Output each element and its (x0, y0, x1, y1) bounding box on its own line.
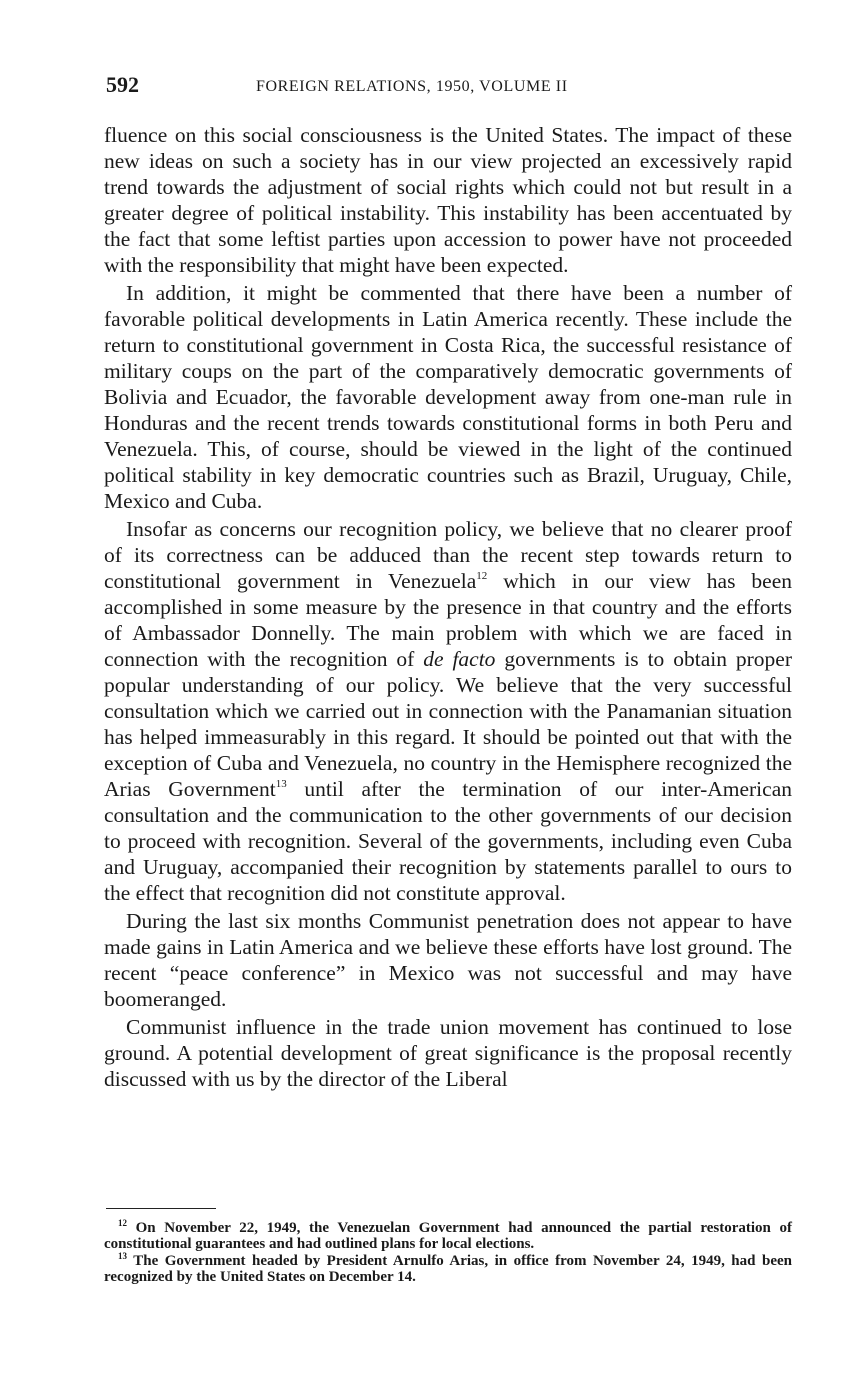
footnote-ref-12: 12 (476, 570, 488, 582)
running-head: FOREIGN RELATIONS, 1950, VOLUME II (256, 78, 568, 95)
paragraph-5: Communist influence in the trade union movement has continued to lose ground. A potential development of great significance is the proposal recently discussed with us by the director of the Liberal (104, 1015, 792, 1091)
footnote-divider (106, 1208, 216, 1209)
page-header (106, 72, 796, 102)
body-text (104, 122, 792, 1092)
paragraph-1: fluence on this social consciousness is the United States. The impact of these new ideas on such a society has in our view projected an excessively rapid trend towards the adjustment of social rights which could not but result in a greater degree of political instability. This instability has been accentuated by the fact that some leftist parties upon accession to power have not proceeded with the responsibility that might have been expected. (104, 123, 792, 277)
paragraph-3-text-c: governments is to obtain proper popular understanding of our policy. We believe that the very successful consultation which we carried out in connection with the Panamanian situation has helped immeasurably in this regard. It should be pointed out that with the exception of Cuba and Venezuela, no country in the Hemisphere recognized the Arias Government (104, 647, 792, 801)
footnote-mark-12: 12 (118, 1218, 127, 1228)
paragraph-3-text-d: until after the termination of our inter-American consultation and the communication to the other governments of our decision to proceed with recognition. Several of the governments, including even Cuba and Uruguay, accompanied their recognition by statements parallel to ours to the effect that recognition did not constitute approval. (104, 777, 792, 905)
footnote-13-text: The Government headed by President Arnulfo Arias, in office from November 24, 1949, had been recognized by the United States on December 14. (104, 1253, 792, 1285)
footnote-13 (104, 1253, 792, 1285)
footnotes (104, 1220, 792, 1285)
footnote-12 (104, 1220, 792, 1252)
footnote-12-text: On November 22, 1949, the Venezuelan Government had announced the partial restoration of constitutional guarantees and had outlined plans for local elections. (104, 1220, 792, 1252)
paragraph-2: In addition, it might be commented that there have been a number of favorable political developments in Latin America recently. These include the return to constitutional government in Costa Rica, the successful resistance of military coups on the part of the comparatively democratic governments of Bolivia and Ecuador, the favorable development away from one-man rule in Honduras and the recent trends towards constitutional forms in both Peru and Venezuela. This, of course, should be viewed in the light of the continued political stability in key democratic countries such as Brazil, Uruguay, Chile, Mexico and Cuba. (104, 281, 792, 513)
footnote-ref-13: 13 (275, 778, 287, 790)
page-number: 592 (106, 72, 139, 97)
paragraph-3 (104, 516, 792, 906)
de-facto-italic: de facto (423, 647, 496, 671)
paragraph-4: During the last six months Communist penetration does not appear to have made gains in Latin America and we believe these efforts have lost ground. The recent “peace conference” in Mexico was not successful and may have boomeranged. (104, 909, 792, 1011)
paragraph-3-text-b: which in our view has been accomplished in some measure by the presence in that country and the efforts of Ambassador Donnelly. The main problem with which we are faced in connection with the recognition of (104, 569, 792, 671)
footnote-mark-13: 13 (118, 1251, 127, 1261)
paragraph-3-text-a: Insofar as concerns our recognition policy, we believe that no clearer proof of its correctness can be adduced than the recent step towards return to constitutional government in Venezuela (104, 517, 792, 593)
